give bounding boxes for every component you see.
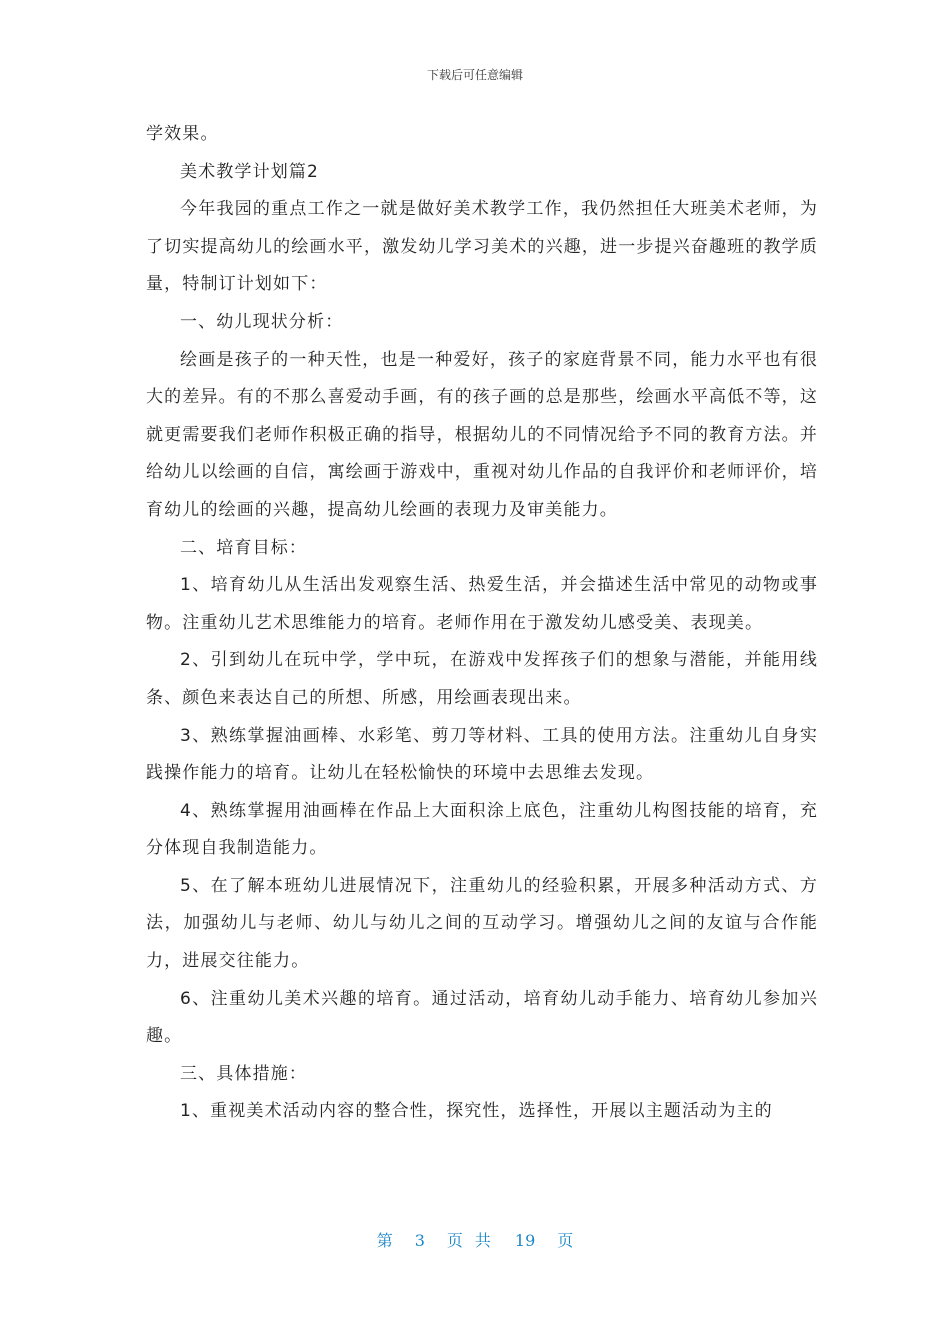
paragraph-situation: 绘画是孩子的一种天性，也是一种爱好，孩子的家庭背景不同，能力水平也有很大的差异。有的不那么喜爱动手画，有的孩子画的总是那些，绘画水平高低不等，这就更需要我们老师作积极正确的指导，根据幼儿的不同情况给予不同的教育方法。并给幼儿以绘画的自信，寓绘画于游戏中，重视对幼儿作品的自我评价和老师评价，培育幼儿的绘画的兴趣，提高幼儿绘画的表现力及审美能力。 (146, 349, 818, 520)
footer-middle: 页共 (446, 1231, 503, 1250)
goal-item-2: 2、引到幼儿在玩中学，学中玩，在游戏中发挥孩子们的想象与潜能，并能用线条、颜色来表达自己的所想、所感，用绘画表现出来。 (146, 650, 818, 708)
paragraph-intro: 今年我园的重点工作之一就是做好美术教学工作，我仍然担任大班美术老师，为了切实提高幼儿的绘画水平，激发幼儿学习美术的兴趣，进一步提兴奋趣班的教学质量，特制订计划如下： (146, 199, 818, 295)
paragraph-continuation: 学效果。 (146, 124, 219, 144)
footer-suffix: 页 (557, 1231, 574, 1250)
page-header: 下载后可任意编辑 (426, 68, 523, 82)
heading-situation-analysis: 一、幼儿现状分析： (180, 311, 344, 332)
heading-goals: 二、培育目标： (180, 537, 308, 558)
goal-item-3: 3、熟练掌握油画棒、水彩笔、剪刀等材料、工具的使用方法。注重幼儿自身实践操作能力的培育。让幼儿在轻松愉快的环境中去思维去发现。 (146, 725, 818, 784)
footer-current-page: 3 (414, 1231, 425, 1250)
footer-total-pages: 19 (514, 1231, 536, 1250)
section-title: 美术教学计划篇2 (180, 161, 320, 182)
goal-item-4: 4、熟练掌握用油画棒在作品上大面积涂上底色，注重幼儿构图技能的培育，充分体现自我制造能力。 (146, 800, 818, 859)
goal-item-1: 1、培育幼儿从生活出发观察生活、热爱生活，并会描述生活中常见的动物或事物。注重幼儿艺术思维能力的培育。老师作用在于激发幼儿感受美、表现美。 (146, 575, 818, 633)
heading-measures: 三、具体措施： (180, 1063, 308, 1084)
footer-prefix: 第 (376, 1231, 393, 1250)
page-footer (0, 1228, 950, 1251)
goal-item-6: 6、注重幼儿美术兴趣的培育。通过活动，培育幼儿动手能力、培育幼儿参加兴趣。 (146, 988, 818, 1047)
goal-item-5: 5、在了解本班幼儿进展情况下，注重幼儿的经验积累，开展多种活动方式、方法，加强幼儿与老师、幼儿与幼儿之间的互动学习。增强幼儿之间的友谊与合作能力，进展交往能力。 (146, 875, 818, 972)
measure-item-1: 1、重视美术活动内容的整合性，探究性，选择性，开展以主题活动为主的 (180, 1101, 773, 1122)
document-body (146, 116, 818, 1131)
